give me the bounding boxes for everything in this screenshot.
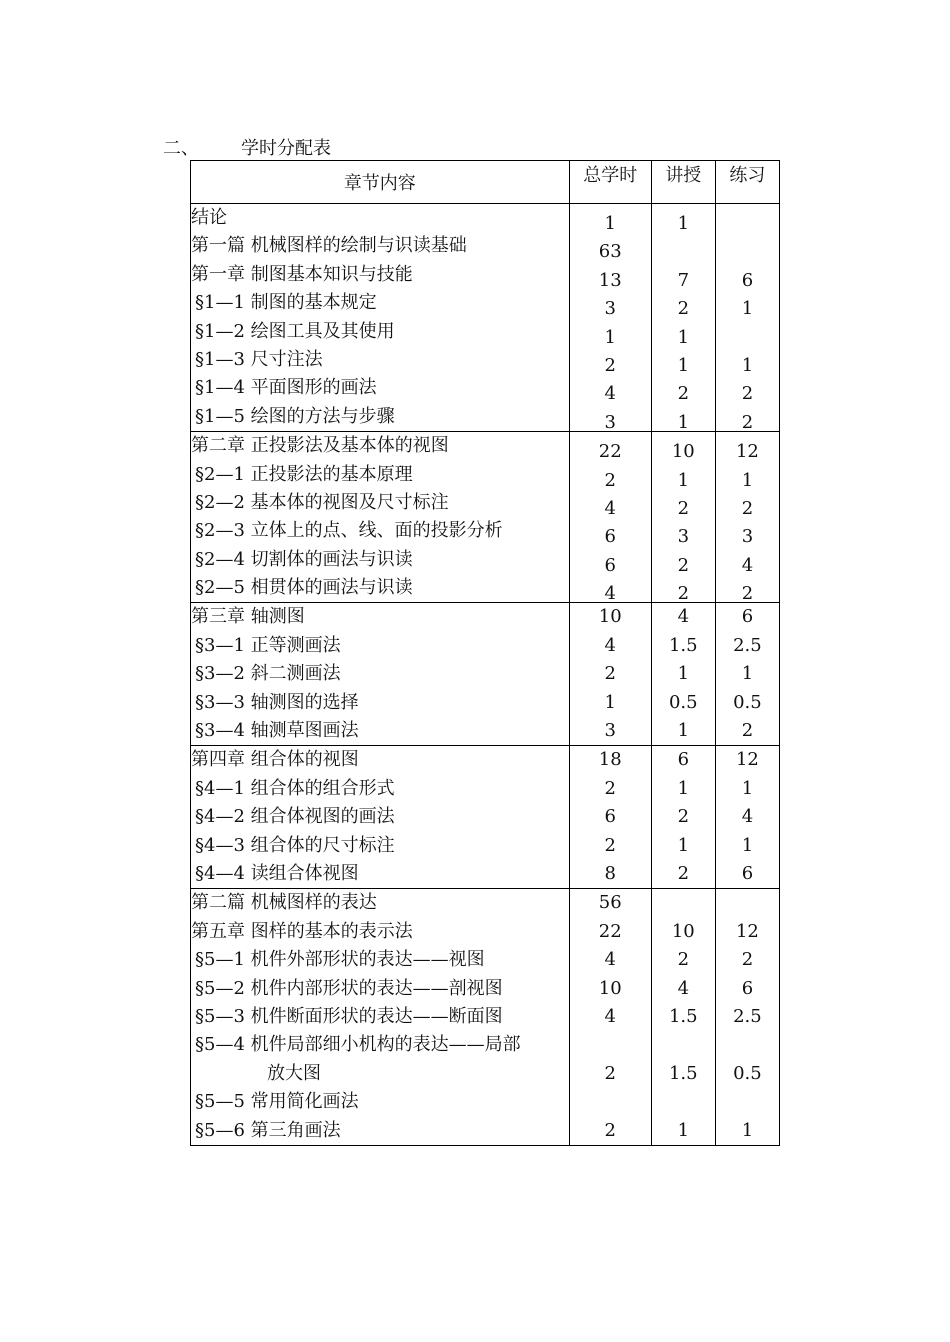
row-value: 4 — [677, 606, 690, 628]
header-total-hours: 总学时 — [569, 161, 651, 204]
lecture-hours-cell — [651, 746, 715, 889]
row-value: 2 — [604, 469, 616, 491]
row-value: 13 — [598, 269, 622, 291]
row-value: 2 — [677, 383, 690, 405]
row-value: 1 — [677, 1119, 690, 1141]
row-value: 1 — [741, 354, 754, 376]
row-value: 1 — [677, 663, 690, 685]
row-label: §1—5 绘图的方法与步骤 — [195, 405, 395, 427]
row-value: 3 — [677, 526, 690, 548]
row-value: 1 — [741, 663, 754, 685]
row-value: 4 — [741, 554, 754, 576]
row-value — [716, 210, 779, 238]
table-header-row — [191, 161, 780, 204]
row-value: 1 — [741, 777, 754, 799]
row-value — [652, 889, 715, 917]
row-value: 22 — [598, 441, 622, 463]
practice-hours-cell — [715, 746, 779, 889]
row-label: 放大图 — [267, 1062, 321, 1084]
row-value — [716, 1031, 779, 1059]
row-value: 3 — [604, 411, 616, 433]
header-practice-hours: 练习 — [715, 161, 779, 204]
row-value: 2 — [677, 583, 690, 605]
row-value: 6 — [604, 554, 616, 576]
table-body — [191, 204, 780, 1146]
chapter-content-cell — [191, 603, 570, 746]
row-value: 0.5 — [733, 691, 762, 713]
lecture-hours-cell — [651, 889, 715, 1146]
row-label: §5—6 第三角画法 — [195, 1119, 341, 1141]
header-chapter-content: 章节内容 — [191, 161, 570, 204]
row-value: 6 — [741, 269, 754, 291]
row-value: 6 — [741, 977, 754, 999]
section-title: 学时分配表 — [241, 138, 331, 159]
lecture-hours-cell — [651, 603, 715, 746]
chapter-content-cell — [191, 432, 570, 603]
row-label: §4—2 组合体视图的画法 — [195, 806, 395, 828]
row-value: 1 — [604, 691, 616, 713]
row-value: 2 — [604, 777, 616, 799]
row-label: §1—3 尺寸注法 — [195, 348, 323, 370]
row-value: 12 — [735, 441, 759, 463]
row-value: 12 — [735, 749, 759, 771]
row-label: §5—1 机件外部形状的表达——视图 — [195, 949, 485, 971]
row-value: 1.5 — [668, 1062, 698, 1084]
row-label: 第二章 正投影法及基本体的视图 — [191, 435, 449, 457]
row-value — [716, 324, 779, 352]
total-hours-cell — [569, 204, 651, 432]
row-value: 2 — [741, 383, 754, 405]
row-value: 4 — [604, 949, 616, 971]
row-value — [716, 238, 779, 266]
row-label: 第四章 组合体的视图 — [191, 749, 359, 771]
row-value: 2 — [604, 663, 616, 685]
row-value — [652, 1088, 715, 1116]
table-row — [191, 603, 780, 746]
row-label: §2—2 基本体的视图及尺寸标注 — [195, 491, 449, 513]
row-value — [716, 889, 779, 917]
row-value: 3 — [741, 526, 754, 548]
row-value — [716, 1088, 779, 1116]
header-lecture-hours: 讲授 — [651, 161, 715, 204]
row-value: 18 — [598, 749, 622, 771]
row-label: 第三章 轴测图 — [191, 606, 305, 628]
row-value: 3 — [604, 720, 616, 742]
row-value: 6 — [741, 862, 754, 884]
row-value: 1 — [741, 1119, 754, 1141]
row-value: 10 — [671, 441, 695, 463]
table-row — [191, 432, 780, 603]
row-value: 0.5 — [668, 691, 698, 713]
row-value: 4 — [604, 583, 616, 605]
table-row — [191, 204, 780, 432]
row-value: 1 — [677, 411, 690, 433]
row-value: 4 — [604, 497, 616, 519]
row-value: 1 — [677, 777, 690, 799]
practice-hours-cell — [715, 432, 779, 603]
practice-hours-cell — [715, 889, 779, 1146]
practice-hours-cell — [715, 603, 779, 746]
row-label: §3—1 正等测画法 — [195, 634, 341, 656]
row-value: 1 — [677, 469, 690, 491]
row-label: §1—4 平面图形的画法 — [195, 377, 377, 399]
row-value: 2.5 — [733, 634, 762, 656]
chapter-content-cell — [191, 746, 570, 889]
row-value: 2 — [604, 1062, 616, 1084]
row-label: §4—1 组合体的组合形式 — [195, 777, 395, 799]
total-hours-cell — [569, 889, 651, 1146]
table-row — [191, 746, 780, 889]
hours-allocation-table — [190, 160, 780, 1146]
total-hours-cell — [569, 746, 651, 889]
row-value: 2 — [741, 411, 754, 433]
total-hours-cell — [569, 432, 651, 603]
row-value: 6 — [741, 606, 754, 628]
row-value: 1 — [604, 213, 616, 234]
row-label: §5—5 常用简化画法 — [195, 1091, 359, 1113]
row-value: 10 — [598, 977, 622, 999]
row-label: 第一篇 机械图样的绘制与识读基础 — [191, 235, 467, 257]
row-label: §5—4 机件局部细小机构的表达——局部 — [195, 1034, 521, 1056]
row-label: §5—3 机件断面形状的表达——断面图 — [195, 1005, 503, 1027]
row-label: §5—2 机件内部形状的表达——剖视图 — [195, 977, 503, 999]
row-value: 1.5 — [668, 634, 698, 656]
lecture-hours-cell — [651, 204, 715, 432]
row-label: 结论 — [191, 207, 227, 228]
row-label: §2—4 切割体的画法与识读 — [195, 548, 413, 570]
row-value: 0.5 — [733, 1062, 762, 1084]
row-value: 2 — [604, 1119, 616, 1141]
row-value: 22 — [598, 920, 622, 942]
row-value: 6 — [604, 806, 616, 828]
row-label: §2—1 正投影法的基本原理 — [195, 463, 413, 485]
row-value: 10 — [671, 920, 695, 942]
section-heading — [163, 134, 331, 160]
row-value: 4 — [604, 383, 616, 405]
row-value: 2 — [677, 862, 690, 884]
section-number: 二、 — [163, 138, 199, 159]
row-value: 12 — [735, 920, 759, 942]
row-value: 63 — [598, 241, 622, 263]
row-value: 3 — [604, 298, 616, 320]
row-label: 第二篇 机械图样的表达 — [191, 892, 377, 914]
row-value: 1 — [677, 720, 690, 742]
row-value — [652, 1031, 715, 1059]
row-value: 8 — [604, 862, 616, 884]
row-value — [570, 1031, 651, 1059]
row-value: 2 — [677, 497, 690, 519]
row-value: 2 — [741, 720, 754, 742]
row-value: 2.5 — [733, 1005, 762, 1027]
row-value: 2 — [677, 806, 690, 828]
row-value: 2 — [677, 298, 690, 320]
row-value: 4 — [677, 977, 690, 999]
table-row — [191, 889, 780, 1146]
row-value: 4 — [604, 634, 616, 656]
row-label: §2—3 立体上的点、线、面的投影分析 — [195, 520, 503, 542]
row-value: 2 — [677, 554, 690, 576]
row-label: §1—2 绘图工具及其使用 — [195, 320, 395, 342]
row-value: 56 — [598, 892, 622, 914]
row-value — [570, 1088, 651, 1116]
row-value: 4 — [604, 1005, 616, 1027]
row-value: 1 — [677, 354, 690, 376]
total-hours-cell — [569, 603, 651, 746]
row-value: 2 — [741, 949, 754, 971]
row-value: 2 — [677, 949, 690, 971]
row-value: 2 — [604, 834, 616, 856]
row-value: 4 — [741, 806, 754, 828]
row-value: 1 — [677, 834, 690, 856]
row-label: §4—3 组合体的尺寸标注 — [195, 834, 395, 856]
row-value: 1.5 — [668, 1005, 698, 1027]
row-label: §1—1 制图的基本规定 — [195, 292, 377, 314]
row-label: §3—3 轴测图的选择 — [195, 691, 359, 713]
lecture-hours-cell — [651, 432, 715, 603]
row-value: 1 — [741, 469, 754, 491]
row-value: 6 — [677, 749, 690, 771]
chapter-content-cell — [191, 889, 570, 1146]
row-value: 2 — [741, 497, 754, 519]
row-label: §2—5 相贯体的画法与识读 — [195, 577, 413, 599]
row-value: 1 — [741, 298, 754, 320]
row-label: 第一章 制图基本知识与技能 — [191, 263, 413, 285]
row-value: 2 — [741, 583, 754, 605]
row-value: 6 — [604, 526, 616, 548]
row-value: 1 — [604, 326, 616, 348]
row-label: 第五章 图样的基本的表示法 — [191, 920, 413, 942]
row-label: §3—4 轴测草图画法 — [195, 720, 359, 742]
row-value: 1 — [741, 834, 754, 856]
row-value: 1 — [677, 326, 690, 348]
row-value — [652, 238, 715, 266]
row-label: §3—2 斜二测画法 — [195, 663, 341, 685]
row-value: 2 — [604, 354, 616, 376]
row-label: §4—4 读组合体视图 — [195, 862, 359, 884]
row-value: 10 — [598, 606, 622, 628]
practice-hours-cell — [715, 204, 779, 432]
chapter-content-cell — [191, 204, 570, 432]
row-value: 1 — [677, 213, 690, 234]
row-value: 7 — [677, 269, 690, 291]
